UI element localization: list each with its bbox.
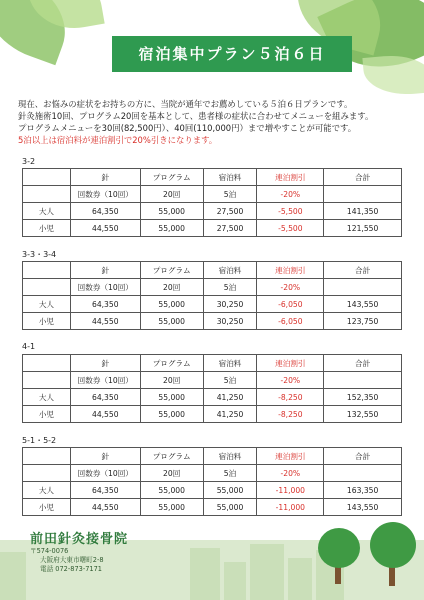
table-cell: 回数券（10回） bbox=[70, 465, 140, 482]
table-row bbox=[23, 203, 402, 220]
table-cell: 44,550 bbox=[70, 220, 140, 237]
table-row bbox=[23, 499, 402, 516]
clinic-info bbox=[30, 528, 178, 586]
table-cell: -20% bbox=[257, 372, 324, 389]
table-cell bbox=[23, 372, 71, 389]
table-row bbox=[23, 389, 402, 406]
table-cell: 64,350 bbox=[70, 482, 140, 499]
table-row bbox=[23, 313, 402, 330]
table-cell: -20% bbox=[257, 279, 324, 296]
intro-line: 現在、お悩みの症状をお持ちの方に、当院が通年でお薦めしている５泊６日プランです。 bbox=[18, 99, 353, 109]
table-cell: 44,550 bbox=[70, 499, 140, 516]
table-cell: 64,350 bbox=[70, 203, 140, 220]
table-cell: 30,250 bbox=[203, 296, 257, 313]
header-cell: 合計 bbox=[324, 262, 402, 279]
table-cell: 5泊 bbox=[203, 186, 257, 203]
table-header-row bbox=[23, 448, 402, 465]
table-header-row bbox=[23, 355, 402, 372]
table-cell: -20% bbox=[257, 186, 324, 203]
header-cell: 針 bbox=[70, 355, 140, 372]
header-cell: 宿泊料 bbox=[203, 262, 257, 279]
header-cell: 連泊割引 bbox=[257, 262, 324, 279]
header-cell: 針 bbox=[70, 262, 140, 279]
table-cell: 20回 bbox=[140, 465, 203, 482]
clinic-postal: 〒574-0076 bbox=[30, 547, 69, 555]
table-cell: 55,000 bbox=[140, 220, 203, 237]
table-cell: 20回 bbox=[140, 186, 203, 203]
clinic-address: 大阪府大東市曙町2-8 bbox=[40, 556, 104, 564]
clinic-phone: 電話 072-873-7171 bbox=[40, 565, 102, 573]
table-cell: 20回 bbox=[140, 372, 203, 389]
table-cell: 5泊 bbox=[203, 372, 257, 389]
table-header-row bbox=[23, 262, 402, 279]
table-cell: 55,000 bbox=[203, 499, 257, 516]
table-cell bbox=[23, 465, 71, 482]
header-cell: 針 bbox=[70, 448, 140, 465]
table-cell bbox=[324, 372, 402, 389]
table-cell: 30,250 bbox=[203, 313, 257, 330]
table-cell: 41,250 bbox=[203, 389, 257, 406]
table-cell: 55,000 bbox=[140, 296, 203, 313]
intro-text bbox=[18, 98, 414, 146]
header-cell bbox=[23, 169, 71, 186]
table-cell: 41,250 bbox=[203, 406, 257, 423]
table-cell: 44,550 bbox=[70, 313, 140, 330]
table-cell: 55,000 bbox=[140, 482, 203, 499]
table-cell: -8,250 bbox=[257, 389, 324, 406]
header-cell: 連泊割引 bbox=[257, 448, 324, 465]
header-cell: 連泊割引 bbox=[257, 355, 324, 372]
header-cell: 合計 bbox=[324, 169, 402, 186]
table-cell: 55,000 bbox=[203, 482, 257, 499]
table-cell: 55,000 bbox=[140, 389, 203, 406]
table-cell: 55,000 bbox=[140, 406, 203, 423]
intro-line: プログラムメニューを30回(82,500円）、40回(110,000円）まで増やすことが可能です。 bbox=[18, 123, 357, 133]
table-cell: -6,050 bbox=[257, 313, 324, 330]
table-cell: 20回 bbox=[140, 279, 203, 296]
table-cell: 64,350 bbox=[70, 296, 140, 313]
row-label: 大人 bbox=[23, 482, 71, 499]
table-cell: 回数券（10回） bbox=[70, 372, 140, 389]
header-cell: プログラム bbox=[140, 355, 203, 372]
row-label: 小児 bbox=[23, 406, 71, 423]
table-row bbox=[23, 482, 402, 499]
table-sub-row bbox=[23, 186, 402, 203]
header-cell: 連泊割引 bbox=[257, 169, 324, 186]
table-row bbox=[23, 220, 402, 237]
section-label: 5-1・5-2 bbox=[22, 436, 57, 445]
header-cell bbox=[23, 355, 71, 372]
row-label: 小児 bbox=[23, 313, 71, 330]
price-table bbox=[22, 261, 402, 330]
leaf-decoration bbox=[362, 52, 424, 98]
table-cell: -5,500 bbox=[257, 220, 324, 237]
section-label: 4-1 bbox=[22, 342, 36, 351]
table-cell: 55,000 bbox=[140, 313, 203, 330]
intro-line: 針灸施術10回、プログラム20回を基本として、患者様の症状に合わせてメニューを組みます。 bbox=[18, 111, 374, 121]
row-label: 小児 bbox=[23, 220, 71, 237]
table-row bbox=[23, 296, 402, 313]
table-cell bbox=[324, 465, 402, 482]
table-cell bbox=[324, 279, 402, 296]
price-table bbox=[22, 168, 402, 237]
table-cell: 5泊 bbox=[203, 279, 257, 296]
price-table bbox=[22, 354, 402, 423]
section-label: 3-2 bbox=[22, 157, 36, 166]
table-sub-row bbox=[23, 279, 402, 296]
intro-discount-note: 5泊以上は宿泊料が連泊割引で20%引きになります。 bbox=[18, 135, 218, 145]
table-cell: 132,550 bbox=[324, 406, 402, 423]
header-cell bbox=[23, 262, 71, 279]
header-cell: 宿泊料 bbox=[203, 169, 257, 186]
table-cell: 55,000 bbox=[140, 203, 203, 220]
header-cell: 針 bbox=[70, 169, 140, 186]
table-cell: 152,350 bbox=[324, 389, 402, 406]
table-cell: -11,000 bbox=[257, 482, 324, 499]
table-cell: 回数券（10回） bbox=[70, 279, 140, 296]
table-cell: -6,050 bbox=[257, 296, 324, 313]
header-cell: プログラム bbox=[140, 448, 203, 465]
table-cell: 回数券（10回） bbox=[70, 186, 140, 203]
table-cell: -5,500 bbox=[257, 203, 324, 220]
table-cell bbox=[324, 186, 402, 203]
table-cell bbox=[23, 279, 71, 296]
table-cell: 163,350 bbox=[324, 482, 402, 499]
header-cell: プログラム bbox=[140, 262, 203, 279]
row-label: 大人 bbox=[23, 296, 71, 313]
row-label: 大人 bbox=[23, 389, 71, 406]
table-cell: 141,350 bbox=[324, 203, 402, 220]
section-label: 3-3・3-4 bbox=[22, 250, 57, 259]
table-cell: 121,550 bbox=[324, 220, 402, 237]
table-cell: -20% bbox=[257, 465, 324, 482]
header-cell: 合計 bbox=[324, 448, 402, 465]
table-cell: 27,500 bbox=[203, 220, 257, 237]
table-header-row bbox=[23, 169, 402, 186]
header-cell: 宿泊料 bbox=[203, 448, 257, 465]
table-cell: 5泊 bbox=[203, 465, 257, 482]
table-cell: -8,250 bbox=[257, 406, 324, 423]
clinic-name: 前田針灸接骨院 bbox=[30, 532, 129, 547]
table-sub-row bbox=[23, 465, 402, 482]
table-cell: 143,550 bbox=[324, 499, 402, 516]
price-table bbox=[22, 447, 402, 516]
table-sub-row bbox=[23, 372, 402, 389]
table-cell: 55,000 bbox=[140, 499, 203, 516]
table-cell: 123,750 bbox=[324, 313, 402, 330]
row-label: 大人 bbox=[23, 203, 71, 220]
table-cell: -11,000 bbox=[257, 499, 324, 516]
header-cell: 宿泊料 bbox=[203, 355, 257, 372]
header-cell: 合計 bbox=[324, 355, 402, 372]
header-cell: プログラム bbox=[140, 169, 203, 186]
table-cell: 64,350 bbox=[70, 389, 140, 406]
table-cell bbox=[23, 186, 71, 203]
page-title: 宿泊集中プラン５泊６日 bbox=[112, 36, 352, 72]
header-cell bbox=[23, 448, 71, 465]
row-label: 小児 bbox=[23, 499, 71, 516]
table-cell: 143,550 bbox=[324, 296, 402, 313]
table-cell: 44,550 bbox=[70, 406, 140, 423]
table-cell: 27,500 bbox=[203, 203, 257, 220]
table-row bbox=[23, 406, 402, 423]
